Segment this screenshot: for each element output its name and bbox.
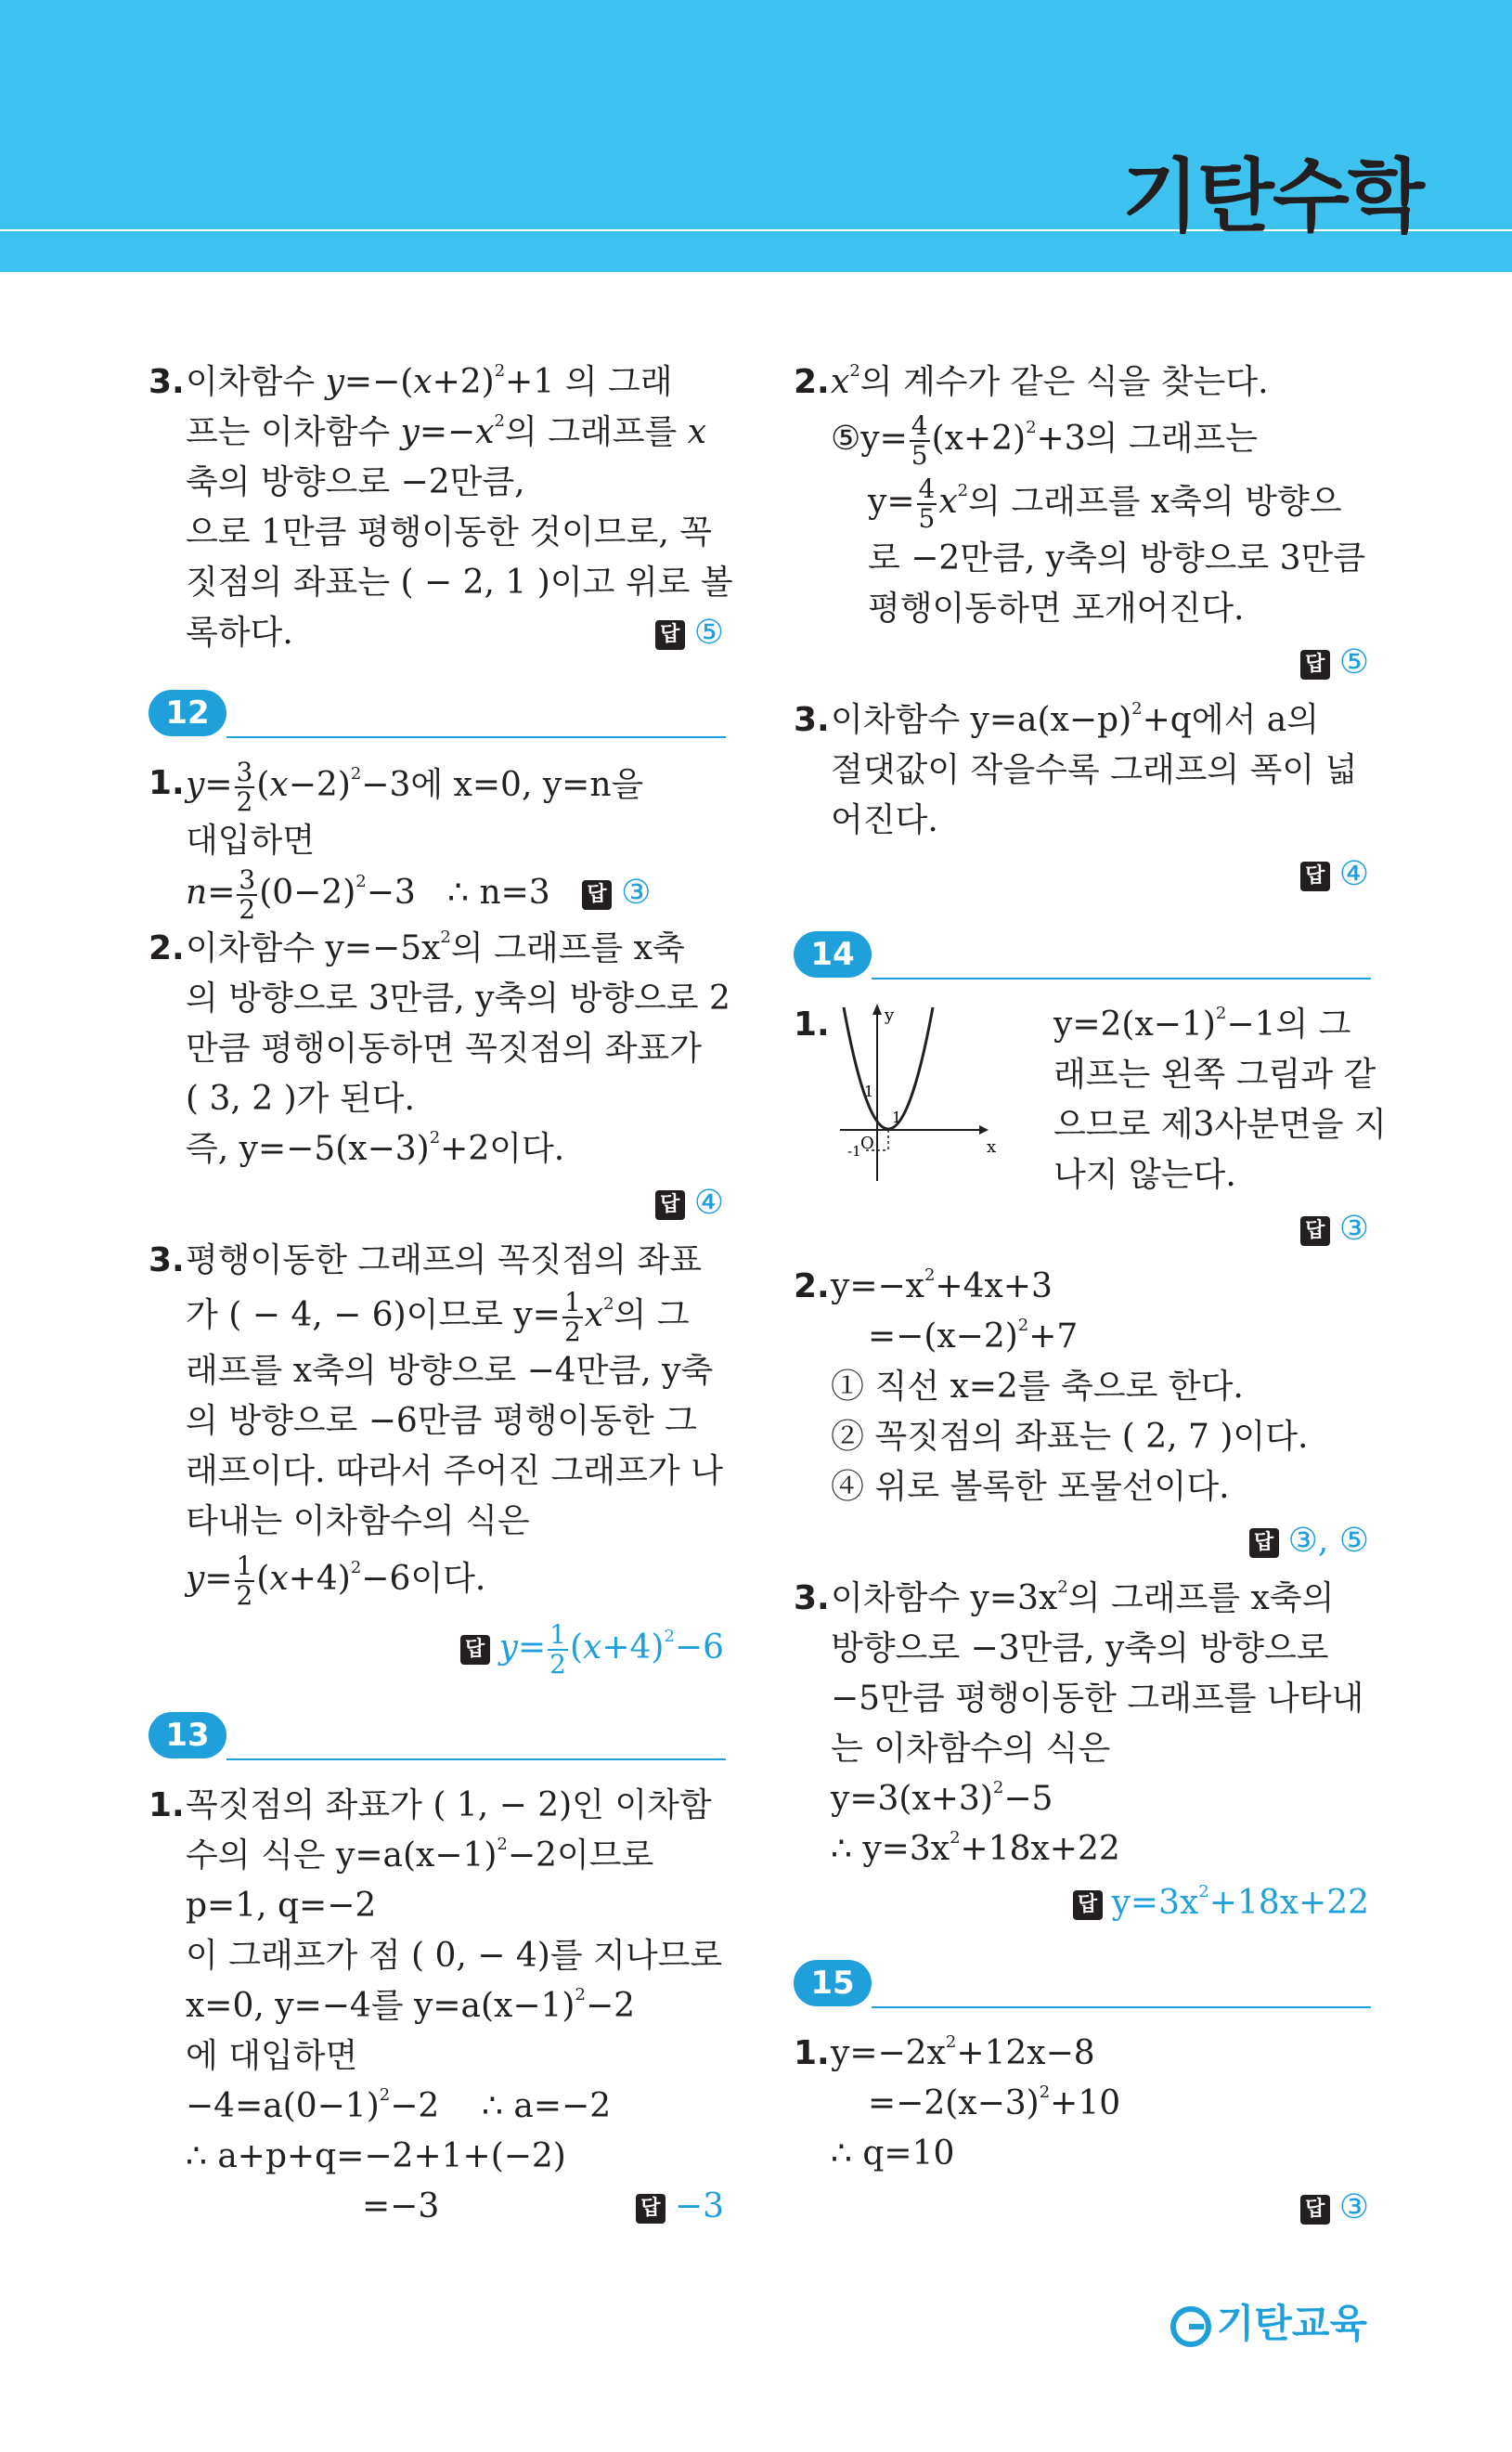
right-column [794, 357, 1387, 2240]
y-label: y [885, 1005, 895, 1025]
text: 의 계수가 같은 식을 찾는다. [859, 363, 1269, 401]
text: y=2(x−1) [1053, 1005, 1216, 1044]
text-line: 래프는 왼쪽 그림과 같 [1053, 1056, 1376, 1094]
parabola-curve [844, 1007, 933, 1129]
question-number: 1. [794, 1005, 830, 1044]
answer-value: ③ [1338, 2188, 1369, 2226]
fraction: $\frac{4}{5}$ [911, 410, 928, 471]
question-number: 2. [794, 1267, 830, 1305]
text: y=−2x [831, 2034, 946, 2072]
text-line: 평행이동한 그래프의 꼭짓점의 좌표 [186, 1241, 702, 1279]
answer-line [831, 1878, 1369, 1928]
text: +q에서 a의 [1142, 701, 1320, 739]
section-header-15 [794, 1960, 1369, 2016]
text: +2이다. [440, 1130, 565, 1168]
question-number: 1. [794, 2034, 830, 2072]
question-2 [794, 357, 1369, 688]
text-line: 래프를 x축의 방향으로 −4만큼, y축 [186, 1352, 714, 1390]
text-line: $=-2(x-3)^2+10$ [868, 2082, 1121, 2122]
fraction: $\frac{1}{2}$ [563, 1287, 581, 1347]
text: y=3(x+3) [831, 1780, 993, 1818]
section-rule [872, 2006, 1371, 2008]
section-rule [872, 978, 1371, 980]
fraction: $\frac{4}{5}$ [918, 474, 936, 534]
answer-value: ③ [1338, 1210, 1369, 1248]
question-14-3 [794, 1574, 1369, 1928]
text-line: 로 −2만큼, y축의 방향으로 3만큼 [868, 539, 1366, 577]
text: y=3x [1111, 1884, 1199, 1922]
text-line: 프는 이차함수 $y=-x^2$의 그래프를 x [186, 411, 707, 451]
section-rule [226, 736, 726, 738]
tick-label: -1 [847, 1143, 861, 1160]
answer-value: y= $\frac{1}{2}$ $(x+4)^2-6$ [498, 1619, 724, 1680]
text-line: 는 이차함수의 식은 [831, 1730, 1111, 1768]
answer-line [186, 1615, 724, 1680]
text-line: 방향으로 −3만큼, y축의 방향으로 [831, 1629, 1329, 1667]
text: +3의 그래프는 [1036, 420, 1258, 458]
text-line: 가 ( − 4, − 6)이므로 y= $\frac{1}{2}$ $x^2$의 그 [186, 1287, 690, 1347]
answer-value: ④ [1338, 855, 1369, 893]
text: −2 ∴ a=−2 [390, 2087, 612, 2125]
text: −4=a(0−1) [186, 2087, 380, 2125]
text: x [938, 483, 958, 521]
text: =−2(x−3) [868, 2084, 1040, 2122]
text: +4x+3 [935, 1267, 1053, 1305]
text-line: 래프이다. 따라서 주어진 그래프가 나 [186, 1452, 723, 1490]
publisher-logo [1170, 2293, 1367, 2349]
text-line: 이차함수 $y=-(x+2)^2+1$ 의 그래 [186, 361, 673, 401]
section-number: 13 [149, 1712, 226, 1758]
question-12-2 [149, 924, 730, 1228]
publisher-g-icon [1170, 2306, 1211, 2347]
text: −1의 그 [1226, 1005, 1351, 1044]
text-line: 이차함수 $y=3x^2$의 그래프를 x축의 [831, 1577, 1335, 1617]
section-number: 12 [149, 690, 226, 736]
text: −2이므로 [507, 1836, 654, 1875]
text: 이차함수 y=−5x [186, 929, 441, 967]
y-axis-arrow [872, 1004, 882, 1015]
answer-line [186, 1178, 724, 1228]
left-column [149, 357, 733, 2232]
text-line: 대입하면 [186, 822, 316, 860]
text: y=−x [831, 1267, 924, 1305]
text-line: ⑤y= $\frac{4}{5}$ $(x+2)^2+3$의 그래프는 [831, 410, 1258, 471]
text: −2 [585, 1987, 636, 2025]
answer-line [831, 850, 1369, 900]
fraction: $\frac{3}{2}$ [236, 757, 253, 817]
tick-label: 1 [892, 1109, 902, 1126]
text: 의 그 [614, 1296, 690, 1334]
question-15-1 [794, 2029, 1369, 2233]
text-line: 평행이동하면 포개어진다. [868, 590, 1245, 628]
text-line: 이차함수 $y=a(x-p)^2+q$에서 a의 [831, 699, 1320, 739]
section-number: 14 [794, 931, 872, 978]
question-14-2 [794, 1262, 1369, 1566]
answer-value: ⑤ [1338, 643, 1369, 681]
question-number: 3. [149, 363, 185, 401]
section-header-14 [794, 931, 1369, 987]
text-line: 나지 않는다. [1053, 1156, 1236, 1194]
text-line: p=1, q=−2 [186, 1887, 377, 1925]
answer-value: ⑤ [693, 614, 724, 652]
text-line: y= $\frac{3}{2}$ $(x-2)^2-3$에 x=0, y=n을 [186, 757, 644, 817]
text: +7 [1028, 1317, 1079, 1356]
text: −5 [1003, 1780, 1053, 1818]
graph-row [831, 1000, 1387, 1194]
text: +18x+22 [960, 1830, 1120, 1868]
answer-badge: 답 [1300, 650, 1330, 680]
text: 의 그래프를 x축 [450, 929, 685, 967]
text-line: 축의 방향으로 −2만큼, [186, 463, 525, 501]
text-line: $=-(x-2)^2+7$ [868, 1316, 1079, 1356]
text-line [186, 2182, 724, 2232]
text: ⑤y= [831, 420, 908, 458]
text: ∴ y=3x [831, 1830, 950, 1868]
text: 의 그래프를 [504, 413, 688, 451]
text-line: 즉, $y=-5(x-3)^2+2$이다. [186, 1128, 565, 1168]
text: −6이다. [361, 1560, 486, 1598]
question-12-3 [149, 1236, 724, 1680]
text: 이차함수 [186, 363, 326, 401]
text: 의 그래프를 x축의 방향으 [968, 483, 1342, 521]
question-number: 3. [794, 701, 830, 739]
text-line: $x^2$의 계수가 같은 식을 찾는다. [831, 361, 1269, 401]
text-line: $-4=a(0-1)^2-2$ ∴ a=−2 [186, 2085, 612, 2125]
answer-badge: 답 [655, 620, 685, 650]
question-number: 2. [149, 929, 185, 967]
answer-badge: 답 [460, 1635, 490, 1665]
answer-badge: 답 [1073, 1890, 1103, 1920]
text-line: 만큼 평행이동하면 꼭짓점의 좌표가 [186, 1030, 702, 1068]
text: 의 그래 [554, 363, 673, 401]
answer-line [831, 1516, 1369, 1566]
answer-badge: 답 [1300, 862, 1330, 891]
text-line: ② 꼭짓점의 좌표는 ( 2, 7 )이다. [831, 1418, 1309, 1456]
text-line: 짓점의 좌표는 ( − 2, 1 )이고 위로 볼 [186, 564, 733, 602]
text: 수의 식은 y=a(x−1) [186, 1836, 498, 1875]
text: x=0, y=−4를 y=a(x−1) [186, 1987, 575, 2025]
text: 이차함수 y=3x [831, 1579, 1058, 1617]
text-line: 이차함수 $y=-5x^2$의 그래프를 x축 [186, 928, 685, 967]
answer-badge: 답 [1300, 1216, 1330, 1246]
text-line: ∴ q=10 [831, 2134, 955, 2173]
answer-value: ④ [693, 1184, 724, 1222]
brand-logo: 기탄수학 [1121, 150, 1423, 243]
text: +18x+22 [1208, 1884, 1369, 1922]
question-number: 2. [794, 363, 830, 401]
text-line: x=0, y=−4를 $y=a(x-1)^2-2$ [186, 1985, 636, 2025]
text-line: 타내는 이차함수의 식은 [186, 1502, 530, 1540]
text: (x+2) [931, 420, 1027, 458]
text-line: y= $\frac{4}{5}$ $x^2$의 그래프를 x축의 방향으 [868, 474, 1342, 534]
answer-badge: 답 [1249, 1528, 1279, 1558]
answer-value: −3 [674, 2187, 724, 2225]
text: =−3 [362, 2187, 440, 2225]
text-line: 에 대입하면 [186, 2037, 358, 2075]
text: 프는 이차함수 [186, 413, 401, 451]
page-header [0, 0, 1512, 272]
answer-badge: 답 [1300, 2195, 1330, 2225]
text: 가 ( − 4, − 6)이므로 y= [186, 1296, 561, 1334]
fraction: $\frac{3}{2}$ [239, 864, 256, 925]
question-number: 3. [149, 1241, 185, 1279]
text-line: ( 3, 2 )가 된다. [186, 1080, 415, 1118]
text-line: 이 그래프가 점 ( 0, − 4)를 지나므로 [186, 1937, 723, 1975]
question-number: 3. [794, 1579, 830, 1617]
text: −6 [674, 1628, 724, 1667]
x-label: x [987, 1137, 997, 1157]
text-line: n= $\frac{3}{2}$ $(0-2)^2-3$ ∴ n=3 답 ③ [186, 864, 652, 925]
section-header-12 [149, 690, 724, 746]
answer-badge: 답 [655, 1190, 685, 1220]
text-line: ∴ $y=3x^2+18x+22$ [831, 1828, 1120, 1868]
text-line: y= $\frac{1}{2}$ $(x+4)^2-6$이다. [186, 1550, 486, 1611]
section-number: 15 [794, 1960, 872, 2006]
text-line [186, 608, 724, 658]
x-axis-arrow [979, 1125, 989, 1135]
answer-line [831, 638, 1369, 688]
question-13-1 [149, 1781, 724, 2232]
graph-explanation [1053, 1000, 1415, 1200]
text: +10 [1050, 2084, 1121, 2122]
origin-label: O [860, 1134, 874, 1153]
answer-value: ③ [621, 874, 652, 912]
text-line: $y=-2x^2+12x-8$ [831, 2032, 1095, 2072]
text-line: −5만큼 평행이동한 그래프를 나타내 [831, 1680, 1364, 1718]
question-3 [149, 357, 733, 658]
tick-label: 1 [864, 1083, 874, 1100]
text: y= [868, 483, 915, 521]
text-line: 으로 1만큼 평행이동한 것이므로, 꼭 [186, 513, 712, 551]
text-line: ④ 위로 볼록한 포물선이다. [831, 1468, 1230, 1506]
text: x [831, 363, 850, 401]
text-line: ① 직선 x=2를 축으로 한다. [831, 1368, 1244, 1406]
answer-badge: 답 [636, 2194, 666, 2224]
text: 의 그래프를 x축의 [1067, 1579, 1335, 1617]
text-line: 어진다. [831, 801, 938, 839]
text-line: 꼭짓점의 좌표가 ( 1, − 2)인 이차함 [186, 1786, 712, 1824]
text-line: 의 방향으로 −6만큼 평행이동한 그 [186, 1402, 697, 1440]
parabola-graph [831, 1000, 1016, 1186]
question-number: 1. [149, 764, 185, 802]
text-line: 의 방향으로 3만큼, y축의 방향으로 2 [186, 980, 730, 1018]
answer-badge: 답 [582, 880, 612, 910]
text-line: 절댓값이 작을수록 그래프의 폭이 넓 [831, 751, 1358, 789]
text-line: 으므로 제3사분면을 지 [1053, 1106, 1387, 1144]
text-line: ∴ a+p+q=−2+1+(−2) [186, 2137, 566, 2175]
answer-value: ③, ⑤ [1287, 1522, 1369, 1560]
text-line: $y=3(x+3)^2-5$ [831, 1778, 1053, 1818]
question-number: 1. [149, 1786, 185, 1824]
text: ∴ n=3 [447, 874, 550, 912]
section-rule [226, 1758, 726, 1760]
text: 록하다. [186, 614, 293, 652]
answer-value: $y=3x^2+18x+22$ [1111, 1882, 1369, 1922]
text-line: $y=-x^2+4x+3$ [831, 1265, 1053, 1305]
question-3-right [794, 695, 1369, 900]
answer-line [831, 1204, 1369, 1254]
question-12-1 [149, 759, 724, 924]
text: +12x−8 [956, 2034, 1095, 2072]
text-line: $y=2(x-1)^2-1$의 그 [1053, 1004, 1351, 1044]
text-line: 수의 식은 $y=a(x-1)^2-2$이므로 [186, 1835, 654, 1875]
text: 즉, y=−5(x−3) [186, 1130, 430, 1168]
publisher-name: 기탄교육 [1216, 2301, 1367, 2346]
question-14-1 [794, 1000, 1387, 1254]
section-header-13 [149, 1712, 724, 1768]
text: 이차함수 y=a(x−p) [831, 701, 1132, 739]
text: 에 x=0, y=n을 [410, 766, 644, 804]
text: =−(x−2) [868, 1317, 1018, 1356]
answer-line [831, 2183, 1369, 2233]
fraction: $\frac{1}{2}$ [236, 1550, 253, 1611]
